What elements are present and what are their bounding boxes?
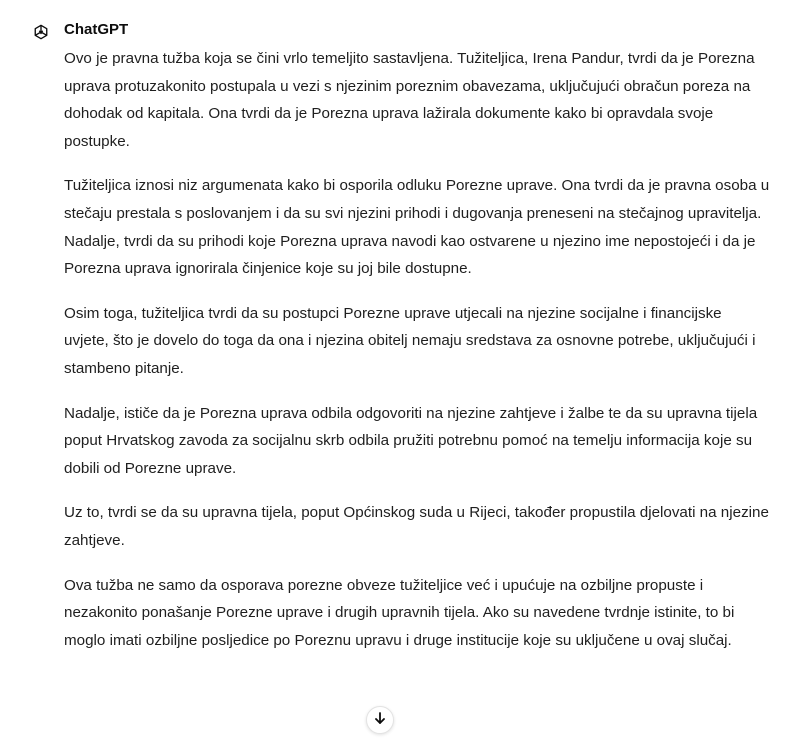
message-paragraph: Uz to, tvrdi se da su upravna tijela, poput Općinskog suda u Rijeci, također propustila djelovati na njezine zahtjeve.	[64, 504, 769, 549]
scroll-to-bottom-button[interactable]	[366, 706, 394, 734]
message-paragraph: Ova tužba ne samo da osporava porezne obveze tužiteljice već i upućuje na ozbiljne propuste i nezakonito ponašanje Porezne uprave i drugih upravnih tijela. Ako su navedene tvrdnje istinite, to bi moglo imati ozbiljne posljedice po Poreznu upravu i druge institucije koje su uključene u ovaj slučaj.	[64, 576, 735, 649]
arrow-down-icon	[373, 711, 387, 730]
message-content	[64, 45, 770, 671]
message-paragraph: Osim toga, tužiteljica tvrdi da su postupci Porezne uprave utjecali na njezine socijalne i financijske uvjete, što je dovelo do toga da ona i njezina obitelj nemaju sredstava za osnovne potrebe, uključujući i stambeno pitanje.	[64, 304, 756, 377]
message-paragraph: Ovo je pravna tužba koja se čini vrlo temeljito sastavljena. Tužiteljica, Irena Pandur, tvrdi da je Porezna uprava protuzakonito postupala u vezi s njezinim poreznim obavezama, uključujući obračun poreza na dohodak od kapitala. Ona tvrdi da je Porezna uprava lažirala dokumente kako bi opravdala svoje postupke.	[64, 50, 755, 150]
openai-logo-icon	[31, 22, 51, 42]
avatar	[30, 21, 52, 43]
message-paragraph: Nadalje, ističe da je Porezna uprava odbila odgovoriti na njezine zahtjeve i žalbe te da su upravna tijela poput Hrvatskog zavoda za socijalnu skrb odbila pružiti potrebnu pomoć na temelju informacija koje su dobili od Porezne uprave.	[64, 404, 758, 477]
message-paragraph: Tužiteljica iznosi niz argumenata kako bi osporila odluku Porezne uprave. Ona tvrdi da je pravna osoba u stečaju prestala s poslovanjem i da su svi njezini prihodi i dugovanja preneseni na stečajnog upravitelja. Nadalje, tvrdi da su prihodi koje Porezna uprava navodi kao ostvarene u njezino ime nepostojeći i da je Porezna uprava ignorirala činjenice koje su joj bile dostupne.	[64, 177, 770, 278]
message-author: ChatGPT	[64, 21, 129, 38]
